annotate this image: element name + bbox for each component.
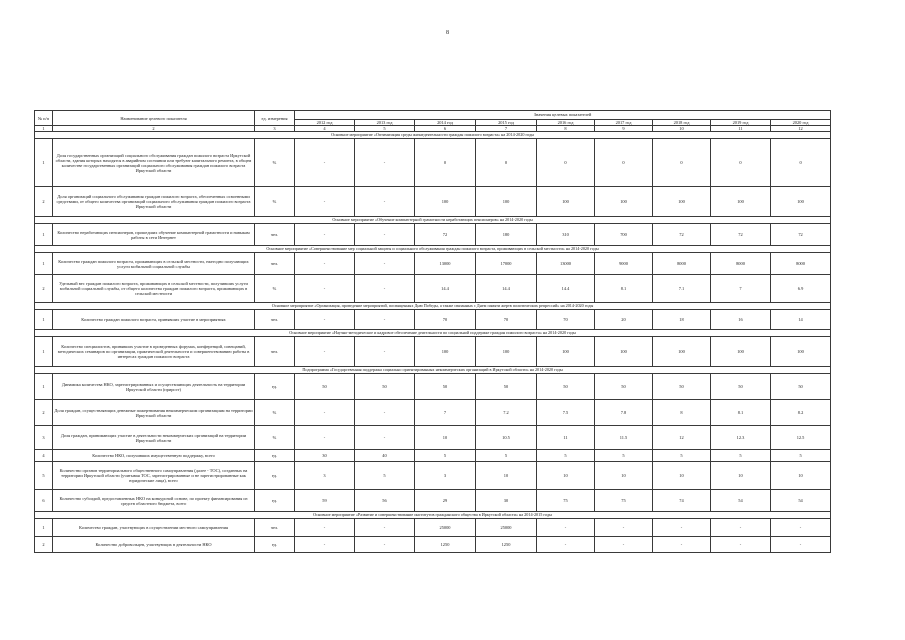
column-number: 4 (295, 126, 355, 132)
value-cell: 14.4 (537, 275, 595, 303)
value-cell: 100 (711, 337, 771, 367)
value-cell: 29 (415, 490, 476, 512)
header-name: Наименование целевого показателя (53, 111, 255, 126)
table-row (35, 374, 831, 400)
value-cell: 50 (653, 374, 711, 400)
value-cell: 0 (711, 139, 771, 187)
column-number: 2 (53, 126, 255, 132)
value-cell: 3 (415, 462, 476, 490)
value-cell: 7 (711, 275, 771, 303)
table-row (35, 519, 831, 537)
value-cell: 40 (355, 450, 415, 462)
year-header: 2018 год (653, 120, 711, 126)
section-title: Основное мероприятие «Развитие и совершенствование институтов гражданского общества в Иркутской области» на 2014-2015 годы (35, 512, 831, 519)
value-cell: 7.5 (537, 400, 595, 426)
value-cell: 100 (415, 337, 476, 367)
unit-cell: ед. (255, 490, 295, 512)
value-cell: 10 (537, 462, 595, 490)
value-cell: - (595, 519, 653, 537)
table-row (35, 253, 831, 275)
value-cell: 72 (653, 224, 711, 246)
value-cell: - (295, 224, 355, 246)
table-row (35, 490, 831, 512)
row-number: 2 (35, 537, 53, 553)
value-cell: 56 (355, 490, 415, 512)
column-number: 1 (35, 126, 53, 132)
row-number: 5 (35, 462, 53, 490)
value-cell: 8000 (711, 253, 771, 275)
year-header: 2012 год (295, 120, 355, 126)
unit-cell: % (255, 187, 295, 217)
value-cell: 10 (415, 426, 476, 450)
value-cell: 16 (711, 310, 771, 330)
value-cell: - (355, 139, 415, 187)
unit-cell: % (255, 426, 295, 450)
value-cell: 50 (295, 374, 355, 400)
value-cell: 100 (653, 337, 711, 367)
value-cell: 3 (295, 462, 355, 490)
indicator-name: Количество добровольцев, участвующих в деятельности НКО (53, 537, 255, 553)
value-cell: - (295, 139, 355, 187)
year-header: 2013 год (355, 120, 415, 126)
section-title: Основное мероприятие «Обучение компьютерной грамотности неработающих пенсионеров» на 2014-2020 годы (35, 217, 831, 224)
section-header-row (35, 303, 831, 310)
row-number: 4 (35, 450, 53, 462)
page-number: 8 (446, 30, 449, 36)
value-cell: 75 (595, 490, 653, 512)
column-number: 6 (415, 126, 476, 132)
header-num: № п/п (35, 111, 53, 126)
value-cell: - (295, 310, 355, 330)
value-cell: - (295, 187, 355, 217)
value-cell: 50 (771, 374, 831, 400)
value-cell: 100 (771, 187, 831, 217)
row-number: 2 (35, 400, 53, 426)
unit-cell: чел. (255, 310, 295, 330)
value-cell: 18 (653, 310, 711, 330)
value-cell: 1250 (476, 537, 537, 553)
value-cell: 25000 (415, 519, 476, 537)
year-header: 2017 год (595, 120, 653, 126)
indicator-name: Доля государственных организаций социального обслуживания граждан пожилого возраста Иркутской области, здания которых находятся в аварийном состоянии или требуют капитального ремонта, в общем количестве государственных организаций социального обслуживания граждан пожилого возраста Иркутской области (53, 139, 255, 187)
value-cell: - (295, 400, 355, 426)
value-cell: 100 (476, 187, 537, 217)
value-cell: 100 (537, 187, 595, 217)
table-row (35, 224, 831, 246)
unit-cell: % (255, 400, 295, 426)
value-cell: 0 (537, 139, 595, 187)
value-cell: 6.9 (771, 275, 831, 303)
value-cell: 5 (476, 450, 537, 462)
value-cell: 310 (537, 224, 595, 246)
unit-cell: ед. (255, 537, 295, 553)
value-cell: 0 (771, 139, 831, 187)
value-cell: 7.2 (476, 400, 537, 426)
value-cell: - (711, 537, 771, 553)
value-cell: - (355, 187, 415, 217)
value-cell: 7.1 (653, 275, 711, 303)
row-number: 3 (35, 426, 53, 450)
value-cell: 7.8 (595, 400, 653, 426)
value-cell: 100 (711, 187, 771, 217)
value-cell: - (653, 519, 711, 537)
value-cell: 12.5 (771, 426, 831, 450)
section-header-row (35, 367, 831, 374)
indicator-name: Доля граждан, осуществляющих денежные пожертвования некоммерческим организациям на территории Иркутской области (53, 400, 255, 426)
value-cell: 8.2 (771, 400, 831, 426)
header-values: Значения целевых показателей (295, 111, 831, 120)
section-header-row (35, 132, 831, 139)
value-cell: 30 (295, 450, 355, 462)
value-cell: 54 (771, 490, 831, 512)
value-cell: 54 (711, 490, 771, 512)
value-cell: 50 (537, 374, 595, 400)
table-row (35, 310, 831, 330)
value-cell: 25000 (476, 519, 537, 537)
indicator-name: Количество НКО, получивших имущественную поддержку, всего (53, 450, 255, 462)
value-cell: 5 (653, 450, 711, 462)
value-cell: 10.5 (476, 426, 537, 450)
unit-cell: чел. (255, 253, 295, 275)
unit-cell: чел. (255, 337, 295, 367)
value-cell: - (355, 537, 415, 553)
indicator-name: Количество органов территориального общественного самоуправления (далее - ТОС), созданных на территории Иркутской области (учитывая ТОС, зарегистрированные и не зарегистрированные как юридические лица), всего (53, 462, 255, 490)
value-cell: 700 (595, 224, 653, 246)
row-number: 1 (35, 253, 53, 275)
table-row (35, 400, 831, 426)
value-cell: - (653, 537, 711, 553)
value-cell: 100 (476, 337, 537, 367)
value-cell: 12.3 (711, 426, 771, 450)
section-header-row (35, 217, 831, 224)
year-header: 2015 год (476, 120, 537, 126)
table-row (35, 337, 831, 367)
column-number: 8 (537, 126, 595, 132)
value-cell: - (595, 537, 653, 553)
column-number: 12 (771, 126, 831, 132)
year-header: 2016 год (537, 120, 595, 126)
value-cell: - (711, 519, 771, 537)
value-cell: 14.4 (476, 275, 537, 303)
table-row (35, 450, 831, 462)
value-cell: 5 (771, 450, 831, 462)
table-row (35, 537, 831, 553)
value-cell: 20 (595, 310, 653, 330)
indicator-name: Удельный вес граждан пожилого возраста, проживающих в сельской местности, получивших услуги мобильной социальной службы, от общего количества граждан пожилого возраста, проживающих в сельской местности (53, 275, 255, 303)
unit-cell: чел. (255, 519, 295, 537)
indicator-name: Доля граждан, принимающих участие в деятельности некоммерческих организаций на территории Иркутской области (53, 426, 255, 450)
table-row (35, 426, 831, 450)
value-cell: 14 (771, 310, 831, 330)
row-number: 1 (35, 310, 53, 330)
column-number: 10 (653, 126, 711, 132)
indicator-name: Динамика количества НКО, зарегистрированных и осуществляющих деятельность на территории Иркутской области (прирост) (53, 374, 255, 400)
value-cell: 5 (355, 462, 415, 490)
value-cell: 11 (537, 426, 595, 450)
value-cell: 70 (415, 310, 476, 330)
value-cell: - (295, 537, 355, 553)
section-title: Основное мероприятие «Оптимизация среды жизнедеятельности граждан пожилого возраста» на 2014-2020 годы (35, 132, 831, 139)
value-cell: - (771, 537, 831, 553)
value-cell: 72 (415, 224, 476, 246)
column-number: 5 (355, 126, 415, 132)
year-header: 2014 год (415, 120, 476, 126)
value-cell: 10 (771, 462, 831, 490)
unit-cell: ед. (255, 450, 295, 462)
table-row (35, 139, 831, 187)
value-cell: 14.4 (415, 275, 476, 303)
value-cell: 5 (415, 450, 476, 462)
value-cell: - (537, 519, 595, 537)
value-cell: 0 (595, 139, 653, 187)
row-number: 6 (35, 490, 53, 512)
value-cell: 10 (476, 462, 537, 490)
indicator-name: Количество граждан пожилого возраста, принявших участие в мероприятиях (53, 310, 255, 330)
column-number: 11 (711, 126, 771, 132)
value-cell: 10 (653, 462, 711, 490)
value-cell: 50 (476, 374, 537, 400)
value-cell: 10 (595, 462, 653, 490)
row-number: 1 (35, 519, 53, 537)
year-header: 2019 год (711, 120, 771, 126)
value-cell: 30 (476, 490, 537, 512)
value-cell: - (295, 519, 355, 537)
indicator-name: Количество граждан пожилого возраста, проживающих в сельской местности, ежегодно получающих услуги мобильной социальной службы (53, 253, 255, 275)
value-cell: 0 (653, 139, 711, 187)
section-header-row (35, 330, 831, 337)
value-cell: 11.5 (595, 426, 653, 450)
row-number: 1 (35, 337, 53, 367)
target-indicators-table (34, 110, 831, 553)
indicator-name: Доля организаций социального обслуживания граждан пожилого возраста, обеспеченных освоенными средствами, от общего количества организаций социального обслуживания граждан пожилого возраста Иркутской области (53, 187, 255, 217)
value-cell: - (771, 519, 831, 537)
row-number: 1 (35, 224, 53, 246)
row-number: 1 (35, 374, 53, 400)
value-cell: 5 (537, 450, 595, 462)
row-number: 2 (35, 275, 53, 303)
section-title: Основное мероприятие «Научно-методическое и кадровое обеспечение деятельности по социальной поддержке граждан пожилого возраста» на 2014-2020 годы (35, 330, 831, 337)
indicator-name: Количество неработающих пенсионеров, прошедших обучение компьютерной грамотности и навыкам работы в сети Интернет (53, 224, 255, 246)
value-cell: 8 (653, 400, 711, 426)
value-cell: - (355, 426, 415, 450)
value-cell: 59 (295, 490, 355, 512)
unit-cell: % (255, 275, 295, 303)
value-cell: 100 (415, 187, 476, 217)
table-row (35, 462, 831, 490)
value-cell: 72 (771, 224, 831, 246)
value-cell: 13000 (537, 253, 595, 275)
indicator-name: Количество специалистов, принявших участие в проведенных форумах, конференций, совещаний, методических семинаров по организации, практической деятельности и совершенствованию работы в интересах граждан пожилого возраста (53, 337, 255, 367)
value-cell: 8.1 (711, 400, 771, 426)
value-cell: 5 (711, 450, 771, 462)
value-cell: - (537, 537, 595, 553)
value-cell: 8000 (771, 253, 831, 275)
header-unit: ед. измерения (255, 111, 295, 126)
value-cell: 74 (653, 490, 711, 512)
table-row (35, 275, 831, 303)
value-cell: - (355, 253, 415, 275)
value-cell: 75 (537, 490, 595, 512)
value-cell: 10 (711, 462, 771, 490)
value-cell: 1250 (415, 537, 476, 553)
value-cell: 7 (415, 400, 476, 426)
section-title: Основное мероприятие «Организация, проведение мероприятий, посвященных Дню Победы, а также связанных с Днем памяти жертв политических репрессий» на 2014-2020 годы (35, 303, 831, 310)
row-number: 1 (35, 139, 53, 187)
value-cell: - (295, 275, 355, 303)
value-cell: 0 (415, 139, 476, 187)
value-cell: 70 (537, 310, 595, 330)
value-cell: - (295, 337, 355, 367)
value-cell: 0 (476, 139, 537, 187)
section-title: Подпрограмма «Государственная поддержка социально ориентированных некоммерческих организаций в Иркутской области» на 2014-2020 годы (35, 367, 831, 374)
value-cell: - (355, 224, 415, 246)
row-number: 2 (35, 187, 53, 217)
value-cell: 72 (711, 224, 771, 246)
section-header-row (35, 246, 831, 253)
unit-cell: ед. (255, 462, 295, 490)
value-cell: 8.1 (595, 275, 653, 303)
value-cell: 50 (415, 374, 476, 400)
value-cell: 8000 (653, 253, 711, 275)
unit-cell: % (255, 139, 295, 187)
value-cell: 17000 (476, 253, 537, 275)
value-cell: 100 (771, 337, 831, 367)
value-cell: 100 (595, 337, 653, 367)
value-cell: - (355, 519, 415, 537)
value-cell: - (355, 310, 415, 330)
section-title: Основное мероприятие «Совершенствование мер социальной защиты и социального обслуживания граждан пожилого возраста, проживающих в сельской местности» на 2014-2020 годы (35, 246, 831, 253)
column-number: 3 (255, 126, 295, 132)
value-cell: 100 (595, 187, 653, 217)
value-cell: 100 (537, 337, 595, 367)
column-number: 9 (595, 126, 653, 132)
value-cell: 9000 (595, 253, 653, 275)
value-cell: 180 (476, 224, 537, 246)
indicator-name: Количество граждан, участвующих в осуществлении местного самоуправления (53, 519, 255, 537)
value-cell: - (355, 400, 415, 426)
value-cell: 50 (355, 374, 415, 400)
value-cell: - (295, 253, 355, 275)
value-cell: 70 (476, 310, 537, 330)
column-number: 7 (476, 126, 537, 132)
value-cell: 12 (653, 426, 711, 450)
value-cell: 13000 (415, 253, 476, 275)
unit-cell: чел. (255, 224, 295, 246)
value-cell: 100 (653, 187, 711, 217)
table-row (35, 187, 831, 217)
value-cell: 5 (595, 450, 653, 462)
year-header: 2020 год (771, 120, 831, 126)
value-cell: - (355, 337, 415, 367)
indicator-name: Количество субсидий, предоставленных НКО на конкурсной основе, по проекту финансирования из средств областного бюджета, всего (53, 490, 255, 512)
value-cell: 50 (595, 374, 653, 400)
value-cell: 50 (711, 374, 771, 400)
section-header-row (35, 512, 831, 519)
unit-cell: ед. (255, 374, 295, 400)
value-cell: - (295, 426, 355, 450)
value-cell: - (355, 275, 415, 303)
